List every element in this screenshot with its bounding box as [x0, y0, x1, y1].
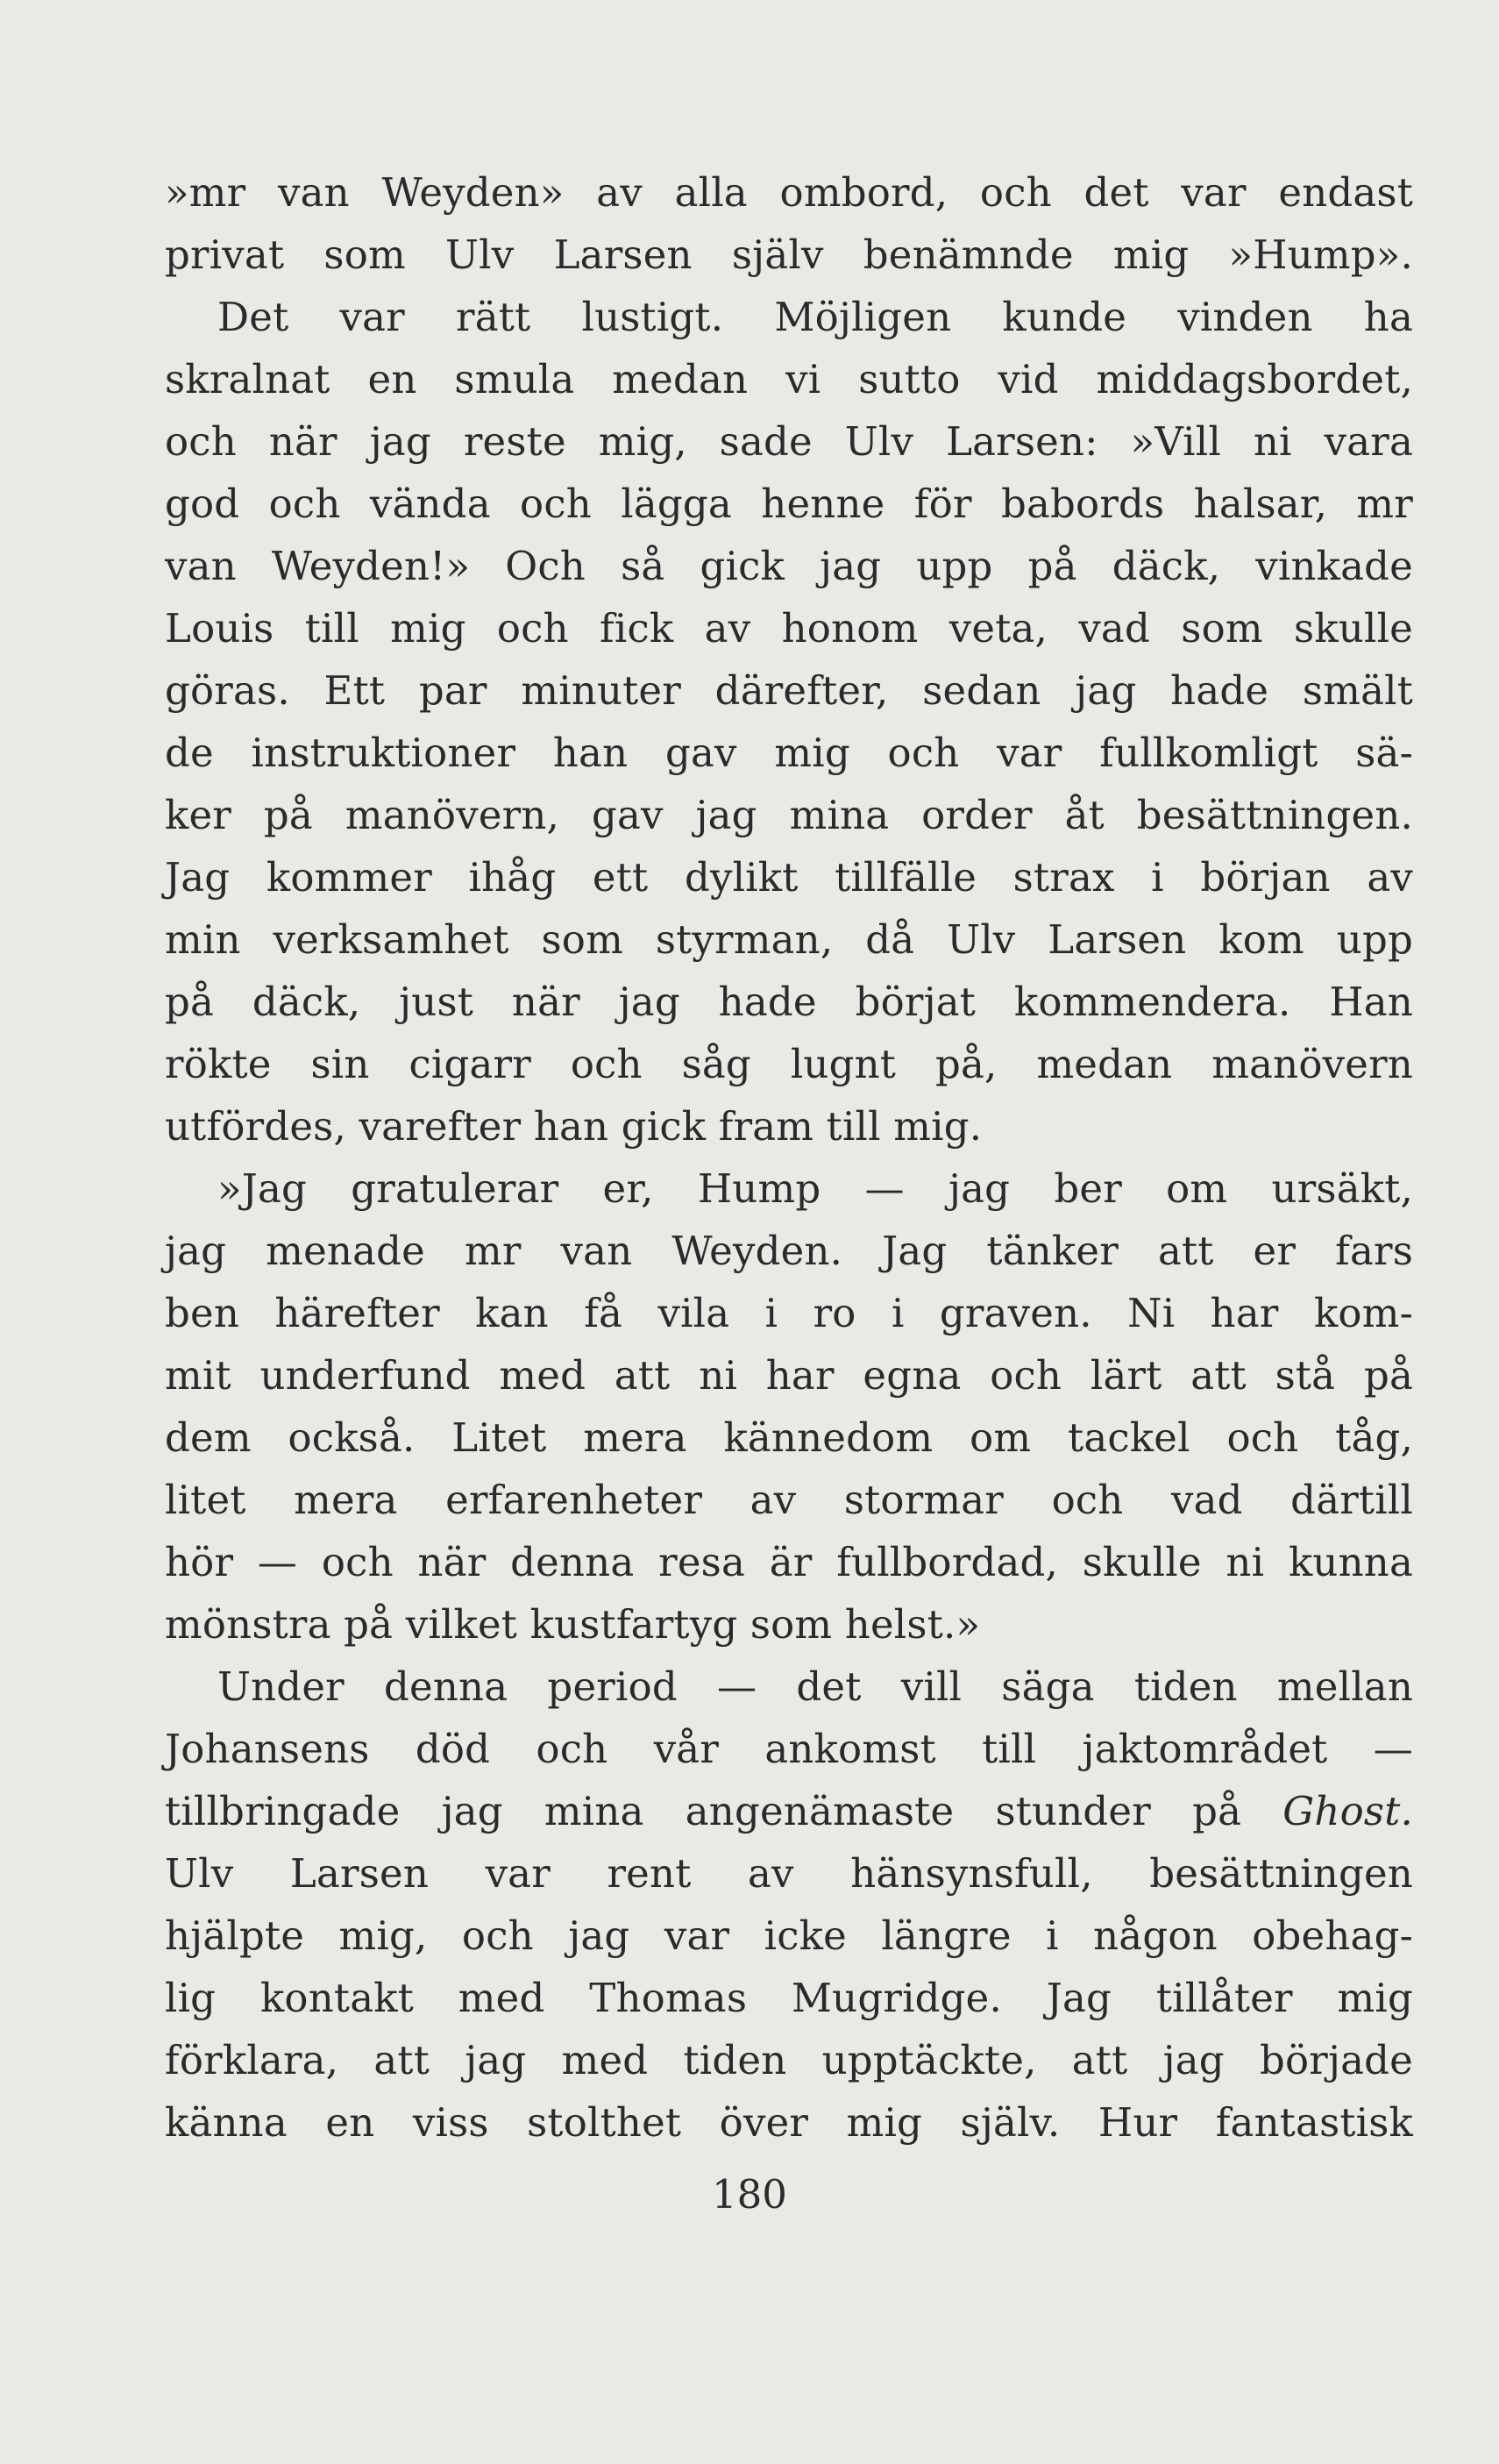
text-line-segment: tillbringade jag mina angenämaste stunder på	[165, 1788, 1242, 1834]
text-line: jag menade mr van Weyden. Jag tänker att er fars	[165, 1228, 1413, 1274]
text-line: hjälpte mig, och jag var icke längre i någon obehag-	[165, 1912, 1413, 1959]
text-line: Under denna period — det vill säga tiden mellan	[217, 1663, 1413, 1710]
text-line: förklara, att jag med tiden upptäckte, att jag började	[165, 2037, 1413, 2083]
text-line: min verksamhet som styrman, då Ulv Larsen kom upp	[165, 916, 1413, 963]
text-line: Johansens död och vår ankomst till jaktområdet —	[165, 1726, 1413, 1772]
text-line: Det var rätt lustigt. Möjligen kunde vinden ha	[217, 294, 1413, 340]
text-line: på däck, just när jag hade börjat kommendera. Han	[165, 979, 1413, 1025]
text-line: utfördes, varefter han gick fram till mig.	[165, 1103, 983, 1150]
text-line: privat som Ulv Larsen själv benämnde mig »Hump».	[165, 231, 1413, 278]
text-line: och när jag reste mig, sade Ulv Larsen: »Vill ni vara	[165, 418, 1413, 465]
text-line: »mr van Weyden» av alla ombord, och det var endast	[165, 169, 1413, 216]
text-line: van Weyden!» Och så gick jag upp på däck, vinkade	[165, 543, 1413, 589]
text-line: de instruktioner han gav mig och var fullkomligt sä-	[165, 730, 1413, 776]
page-number: 180	[712, 2171, 787, 2218]
text-line: mit underfund med att ni har egna och lärt att stå på	[165, 1352, 1413, 1399]
ship-name-italic: Ghost.	[1282, 1788, 1413, 1834]
text-line: känna en viss stolthet över mig själv. Hur fantastisk	[165, 2099, 1413, 2146]
text-line: göras. Ett par minuter därefter, sedan jag hade smält	[165, 667, 1413, 714]
text-line: Jag kommer ihåg ett dylikt tillfälle strax i början av	[165, 854, 1413, 901]
text-line: skralnat en smula medan vi sutto vid middagsbordet,	[165, 356, 1413, 402]
text-line: lig kontakt med Thomas Mugridge. Jag tillåter mig	[165, 1975, 1413, 2021]
text-line: »Jag gratulerar er, Hump — jag ber om ursäkt,	[217, 1165, 1413, 1212]
text-line: Ulv Larsen var rent av hänsynsfull, besättningen	[165, 1850, 1413, 1897]
text-line: Louis till mig och fick av honom veta, vad som skulle	[165, 605, 1413, 652]
text-line-with-italic	[165, 1780, 1413, 1842]
text-line: rökte sin cigarr och såg lugnt på, medan manövern	[165, 1041, 1413, 1087]
body-text	[165, 161, 1413, 2154]
text-line: litet mera erfarenheter av stormar och vad därtill	[165, 1477, 1413, 1523]
text-line: ben härefter kan få vila i ro i graven. Ni har kom-	[165, 1290, 1413, 1336]
text-line: ker på manövern, gav jag mina order åt besättningen.	[165, 792, 1413, 838]
text-line: hör — och när denna resa är fullbordad, skulle ni kunna	[165, 1539, 1413, 1585]
text-line: dem också. Litet mera kännedom om tackel och tåg,	[165, 1414, 1413, 1461]
text-line: god och vända och lägga henne för babords halsar, mr	[165, 481, 1413, 527]
text-line: mönstra på vilket kustfartyg som helst.»	[165, 1601, 981, 1648]
